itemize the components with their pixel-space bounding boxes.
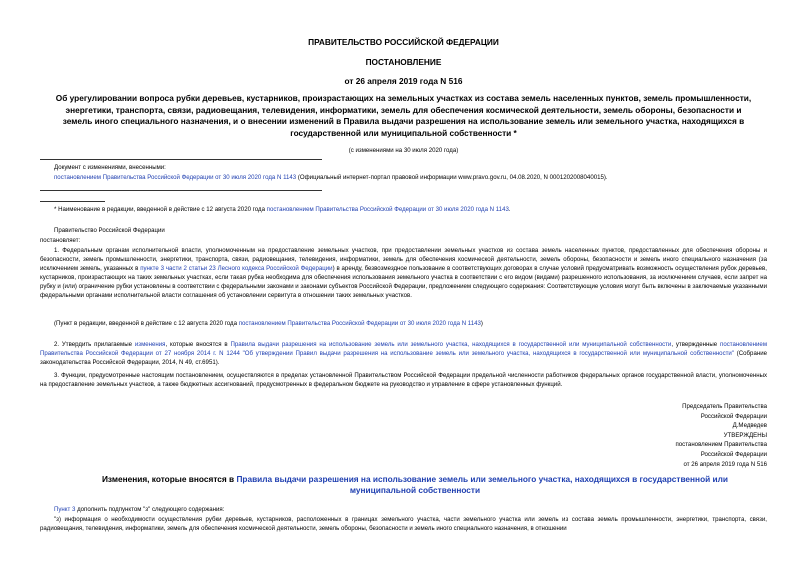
- footnote: [54, 205, 774, 214]
- edition-note: (с изменениями на 30 июля 2020 года): [348, 147, 459, 154]
- change-item-1-text: "з) информация о необходимости осуществления рубки деревьев, кустарников, расположенных в границах земельного участка, части земельного участка или земель из состава земель промышленности, энергетики, транспорта, связи, радиовещания, телевидения, информатики, земель для обеспечения космической деятельности, земель обороны, безопасности и земель иного специального назначения, в отношении: [40, 516, 767, 533]
- divider-top: [40, 159, 322, 160]
- p1-note-text: (Пункт в редакции, введенной в действие с 12 августа 2020 года: [54, 320, 239, 327]
- paragraph-3: 3. Функции, предусмотренные настоящим постановлением, осуществляются в пределах установленной Правительством Российской Федерации предельной численности работников федеральных органов государственной власти, уполномоченных на предоставление земельных участков, а также бюджетных ассигнований, предусмотренных в федеральном бюджете на руководство и управление в сфере установленных функций.: [40, 372, 767, 389]
- p1-note-end: ): [480, 320, 483, 327]
- approved-country: Российской Федерации: [700, 450, 767, 458]
- footnote-rule: [40, 201, 105, 202]
- changes-link[interactable]: изменения: [134, 341, 166, 348]
- date-number: от 26 апреля 2019 года N 516: [344, 76, 463, 86]
- divider-bottom: [40, 190, 322, 191]
- signature-name: Д.Медведев: [732, 422, 767, 430]
- forest-code-link[interactable]: пункте 3 части 2 статьи 23 Лесного кодекса Российской Федерации: [140, 265, 333, 273]
- approved-date: от 26 апреля 2019 года N 516: [683, 460, 767, 468]
- amendments-intro: Документ с изменениями, внесенными:: [54, 164, 166, 171]
- paragraph-1: [40, 246, 767, 301]
- p2-text-c: , утвержденные: [671, 341, 721, 348]
- p2-text-d: (Собрание законодательства Российской Федерации, 2014, N 49, ст.6951).: [40, 350, 767, 367]
- item-1-text: дополнить подпунктом "з" следующего содержания:: [75, 506, 225, 513]
- amendments-source: [54, 173, 774, 182]
- p1-text-a: 1. Федеральным органам исполнительной власти, уполномоченным на предоставление земельных участков, при предоставлении земельных участков из состава земель населенных пунктов, предоставленных для обеспечения обороны и безопасности, земель промышленности, энергетики, транспорта, связи, радиовещания, телевидения, информатики, земель для обеспечения космической деятельности, земель обороны, безопасности и земель иного специального назначения (за исключением земель, указанных в: [40, 247, 767, 273]
- changes-title-link[interactable]: Правила выдачи разрешения на использование земель или земельного участка, находящихся в государственной или муниципальной собственности: [236, 474, 729, 496]
- paragraph-2: [40, 340, 767, 367]
- approved-by: постановлением Правительства: [675, 441, 767, 449]
- p1-text-b: ) в аренду, безвозмездное пользование в соответствующих договорах в случае условий предусматривать возможность осуществления рубок деревьев, кустарников, произрастающих на таких земельных участках, если такая рубка необходима для обеспечения использования земельного участка в соответствии с его видом (видами) разрешенного использования, за исключением случаев, если запрет на рубку и (или) ограничение рубки установлены в соответствии с федеральными законами и законами субъектов Российской Федерации, предложением следующего содержания: Соответствующие условия могут быть включены в заключаемые указанными федеральными органами исполнительной власти соглашения об установлении сервитута в отношении таких земельных участков.: [40, 265, 767, 300]
- paragraph-1-note: [54, 319, 764, 328]
- changes-title: [70, 474, 760, 496]
- p1-note-link[interactable]: постановлением Правительства Российской Федерации от 30 июля 2020 года N 1143: [238, 320, 481, 327]
- amendment-link[interactable]: постановлением Правительства Российской Федерации от 30 июля 2020 года N 1143: [54, 174, 297, 181]
- p2-text-b: , которые вносятся в: [165, 341, 231, 348]
- government-line: Правительство Российской Федерации: [54, 227, 165, 234]
- p2-text-a: 2. Утвердить прилагаемые: [54, 341, 135, 348]
- rules-link[interactable]: Правила выдачи разрешения на использование земель или земельного участка, находящихся в государственной или муниципальной собственности: [230, 341, 672, 348]
- decrees-line: постановляет:: [40, 237, 81, 244]
- doc-type-heading: ПОСТАНОВЛЕНИЕ: [365, 57, 442, 67]
- footnote-link[interactable]: постановлением Правительства Российской Федерации от 30 июля 2020 года N 1143: [266, 206, 509, 213]
- item-1-link[interactable]: Пункт 3: [54, 506, 76, 513]
- changes-title-text: Изменения, которые вносятся в: [101, 474, 237, 484]
- decree-1244-link[interactable]: постановлением Правительства Российской Федерации от 27 ноября 2014 г. N 1244 "Об утверждении Правил выдачи разрешения на использование земель или земельного участка, находящихся в государственной или муниципальной собственности": [40, 341, 768, 358]
- signature-block: [675, 402, 767, 469]
- signature-country: Российской Федерации: [700, 412, 767, 420]
- signature-title: Председатель Правительства: [682, 403, 767, 410]
- approved-label: УТВЕРЖДЕНЫ: [723, 431, 767, 439]
- footnote-end: .: [508, 206, 511, 213]
- amendment-source-text: (Официальный интернет-портал правовой информации www.pravo.gov.ru, 04.08.2020, N 0001202008040015).: [296, 174, 608, 181]
- document-title: Об урегулировании вопроса рубки деревьев, кустарников, произрастающих на земельных участках из состава земель населенных пунктов, земель промышленности, энергетики, транспорта, связи, радиовещания, телевидения, информатики, земель для обеспечения космической деятельности, земель обороны, безопасности и земель иного специального назначения, и о внесении изменений в Правила выдачи разрешения на использование земель или земельного участка, находящихся в государственной или муниципальной собственности *: [55, 93, 752, 138]
- footnote-text: * Наименование в редакции, введенной в действие с 12 августа 2020 года: [54, 206, 267, 213]
- government-heading: ПРАВИТЕЛЬСТВО РОССИЙСКОЙ ФЕДЕРАЦИИ: [308, 37, 499, 47]
- change-item-1: [54, 505, 764, 514]
